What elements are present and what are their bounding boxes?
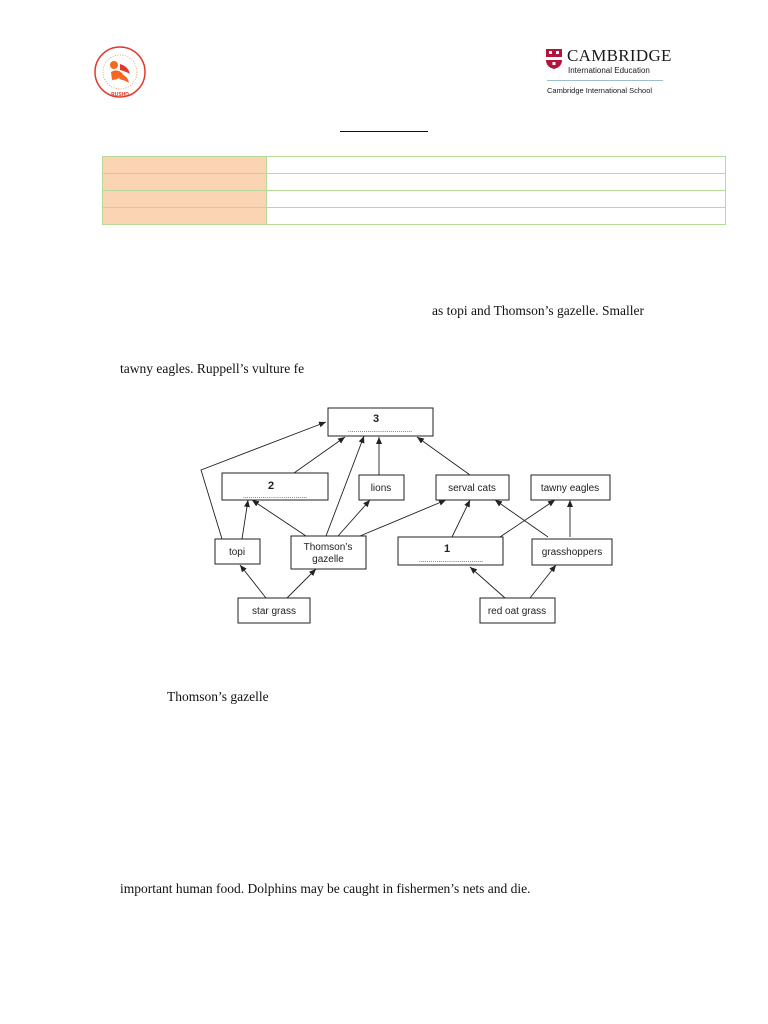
food-web-node-1 [398,537,503,565]
cambridge-shield-icon [545,48,563,70]
food-web-node-grasshoppers [532,539,612,565]
arrow-gazelle-to-3 [326,436,364,536]
cambridge-logo [545,46,670,98]
cambridge-school-line: Cambridge International School [547,86,653,95]
arrow-1-to-serval-cats [452,500,470,537]
node-1-label: 1 [443,543,451,555]
arrow-gazelle-to-serval-cats [360,500,446,536]
paragraph-line: as topi and Thomson’s gazelle. Smaller [432,303,644,318]
food-web-diagram [196,404,616,634]
arrow-star-grass-to-gazelle [287,569,316,598]
table-label-cell [103,208,267,225]
food-web-node-red-oat-grass [480,598,555,623]
arrow-star-grass-to-topi [240,565,266,598]
table-value-cell[interactable] [267,208,726,225]
arrow-gazelle-to-2 [252,500,306,536]
arrow-2-to-3 [294,437,345,473]
cambridge-subtitle: International Education [568,66,650,75]
student-info-table [102,156,726,225]
arrow-topi-to-2 [242,500,248,539]
node-red-oat-grass-label: red oat grass [487,606,547,617]
arrow-grasshoppers-to-serval-cats [495,500,548,537]
school-logo [90,44,150,100]
cambridge-divider [547,80,663,81]
node-star-grass-label: star grass [252,606,296,617]
table-row [103,157,726,174]
food-web-node-star-grass [238,598,310,623]
node-2-label: 2 [267,480,275,492]
table-value-cell[interactable] [267,191,726,208]
arrow-red-oat-to-1 [470,567,505,598]
node-gazelle-label-line2: gazelle [312,554,344,565]
table-value-cell[interactable] [267,157,726,174]
node-3-label: 3 [372,413,380,425]
food-web-node-lions [359,475,404,500]
school-logo-icon [90,44,150,100]
table-label-cell [103,157,267,174]
food-web-arrows [201,422,570,598]
node-grasshoppers-label: grasshoppers [541,547,603,558]
node-topi-label: topi [228,547,246,558]
cambridge-wordmark: CAMBRIDGE [567,46,672,65]
food-web-node-2 [222,473,328,500]
table-row [103,191,726,208]
node-2-blank: ................................. [242,493,308,500]
food-web-node-serval-cats [436,475,509,500]
arrow-red-oat-to-grasshoppers [530,565,556,598]
paragraph-line: tawny eagles. Ruppell’s vulture fe [120,361,305,376]
table-row [103,208,726,225]
arrow-serval-cats-to-3 [417,437,470,475]
node-tawny-eagles-label: tawny eagles [540,483,600,494]
node-gazelle-label-line1: Thomson’s [303,542,353,553]
table-row [103,174,726,191]
food-web-node-3 [328,408,433,436]
node-3-blank: ................................. [347,427,413,434]
paragraph-line: Thomson’s gazelle [167,689,269,704]
title-underline [340,131,428,132]
table-value-cell[interactable] [267,174,726,191]
paragraph-line: important human food. Dolphins may be caught in fishermen’s nets and die. [120,881,531,896]
table-label-cell [103,174,267,191]
food-web-node-tawny-eagles [531,475,610,500]
arrow-gazelle-to-lions [338,500,370,536]
food-web-node-thomsons-gazelle [291,536,366,569]
table-label-cell [103,191,267,208]
food-web-node-topi [215,539,260,564]
node-1-blank: ................................. [418,557,484,564]
svg-text:RUSHD: RUSHD [111,92,129,98]
node-lions-label: lions [370,483,392,494]
node-serval-cats-label: serval cats [448,483,496,494]
arrow-1-to-tawny-eagles [500,500,555,537]
